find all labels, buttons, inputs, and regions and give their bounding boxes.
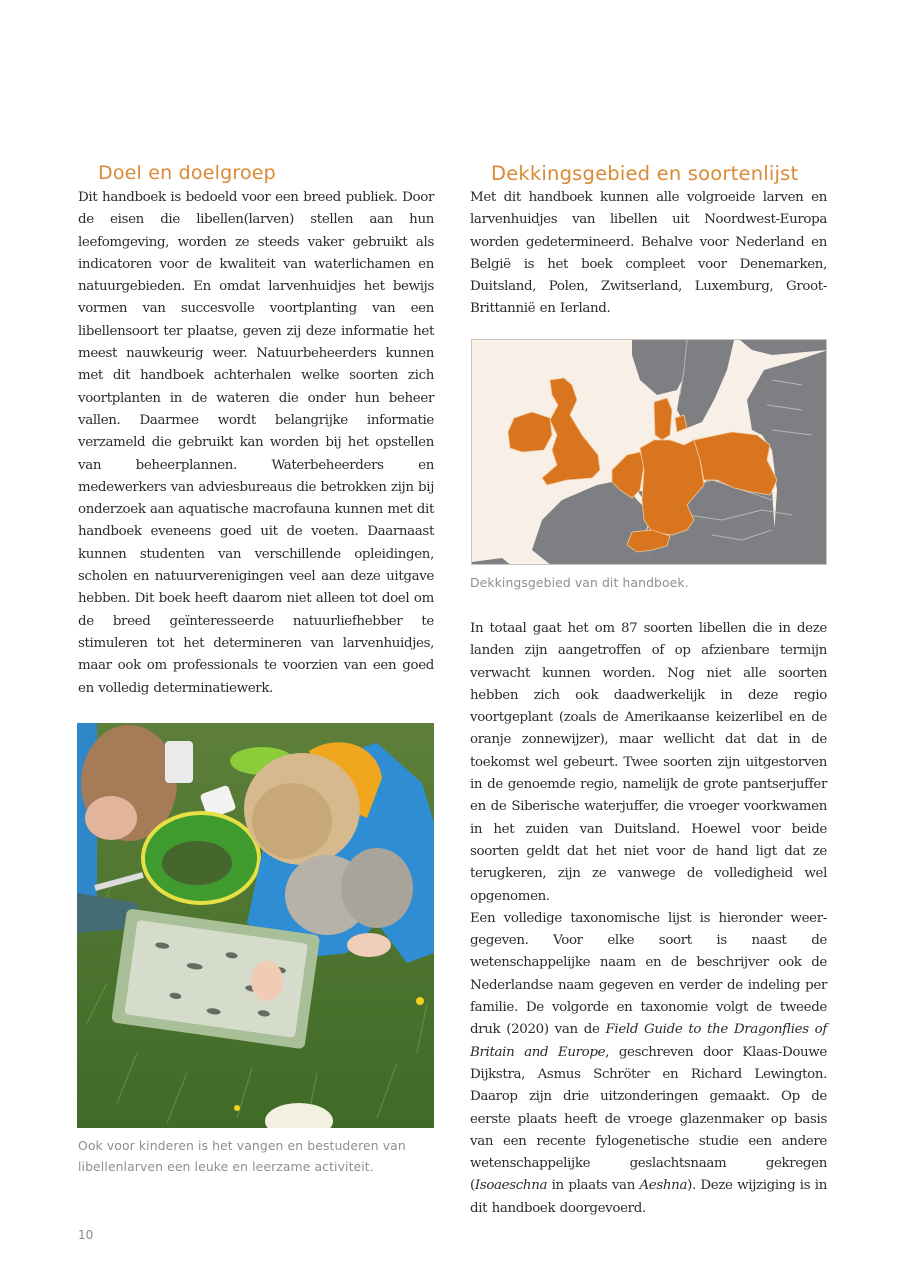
photo-illustration bbox=[77, 723, 434, 1128]
map-illustration bbox=[472, 340, 827, 565]
taxonomy-text-2: , geschreven door Klaas-Douwe Dijkstra, Asmus Schröter en Richard Lewington. Daarop zijn drie uitzonderingen gemaakt. Op de eerste plaats heeft de vroege glazenmaker op basis van een recente fylogenetische studie een andere wetenschappelijke geslachtsnaam gekregen ( bbox=[470, 1044, 827, 1194]
paragraph-doel bbox=[78, 187, 434, 700]
photo-children-with-larvae bbox=[77, 723, 434, 1128]
paragraph-dekkingsgebied-intro bbox=[470, 187, 827, 321]
taxonomy-text-3: in plaats van bbox=[547, 1178, 640, 1194]
paragraph-species-text: In totaal gaat het om 87 soorten libellen die in deze landen zijn aangetroffen of op afzienbare termijn verwacht kunnen worden. Nog niet alle soorten hebben zich ook daadwerkelijk in deze regio voortgeplant (zoals de Amerikaanse keizerlibel en de oranje zonnewijzer), maar wellicht dat dat in de toekomst wel gebeurt. Twee soorten zijn uitgestorven in de genoemde regio, namelijk de grote pantserjuffer en de Siberische waterjuffer, die vroeger voorkwamen in het zuiden van Duitsland. Hoewel voor beide soorten geldt dat het niet voor de hand ligt dat ze terugkeren, zijn ze vanwege de volledigheid wel opgenomen. bbox=[470, 621, 827, 904]
taxonomy-text-1: Een volledige taxonomische lijst is hieronder weer-gegeven. Voor elke soort is naast de wetenschappelijke naam en de beschrijver ook de Nederlandse naam gegeven en verder de indeling per familie. De volgorde en taxonomie volgt de tweede druk (2020) van de bbox=[470, 910, 827, 1038]
section-heading-doel: Doel en doelgroep bbox=[98, 162, 276, 184]
paragraph-species-count bbox=[470, 618, 827, 1220]
photo-caption: Ook voor kinderen is het vangen en bestuderen van libellenlarven een leuke en leerzame activiteit. bbox=[78, 1138, 406, 1174]
book-title-reference: Field Guide to the Dragonflies of Britain and Europe bbox=[470, 1022, 827, 1060]
page-number: 10 bbox=[78, 1228, 94, 1242]
coverage-map bbox=[471, 339, 827, 565]
map-caption: Dekkingsgebied van dit handboek. bbox=[470, 575, 689, 590]
genus-new: Isoaeschna bbox=[474, 1178, 548, 1194]
paragraph-intro-text: Met dit handboek kunnen alle volgroeide larven en larvenhuidjes van libellen uit Noordwest-Europa worden gedetermineerd. Behalve voor Nederland en België is het boek compleet voor Denemarken, Duitsland, Polen, Zwitserland, Luxemburg, Groot-Brittannië en Ierland. bbox=[470, 190, 827, 317]
paragraph-doel-text: Dit handboek is bedoeld voor een breed publiek. Door de eisen die libellen(larven) stellen aan hun leefomgeving, worden ze steeds vaker gebruikt als indicatoren voor de kwaliteit van waterlichamen en natuurgebieden. En omdat larvenhuidjes het bewijs vormen van succesvolle voortplanting van een libellensoort ter plaatse, geven zij deze informatie het meest nauwkeurig weer. Natuurbeheerders kunnen met dit handboek achterhalen welke soorten zich voortplanten in de wateren die onder hun beheer vallen. Daarmee wordt belangrijke informatie verzameld die gebruikt kan worden bij het opstellen van beheerplannen. Waterbeheerders en medewerkers van adviesbureaus die betrokken zijn bij onderzoek aan aquatische macrofauna kunnen met dit handboek eveneens goed uit de voeten. Daarnaast kunnen studenten van verschillende opleidingen, scholen en natuurverenigingen veel aan deze uitgave hebben. Dit boek heeft daarom niet alleen tot doel om de breed geïnteresseerde natuurliefhebber te stimuleren tot het determineren van larvenhuidjes, maar ook om professionals te voorzien van een goed en volledig determinatiewerk. bbox=[78, 190, 434, 696]
section-heading-dekkingsgebied: Dekkingsgebied en soortenlijst bbox=[491, 162, 799, 185]
paragraph-taxonomy bbox=[470, 908, 827, 1220]
taxonomy-text-4: ). Deze wijziging is in dit handboek doorgevoerd. bbox=[470, 1178, 827, 1216]
genus-old: Aeshna bbox=[639, 1178, 688, 1194]
